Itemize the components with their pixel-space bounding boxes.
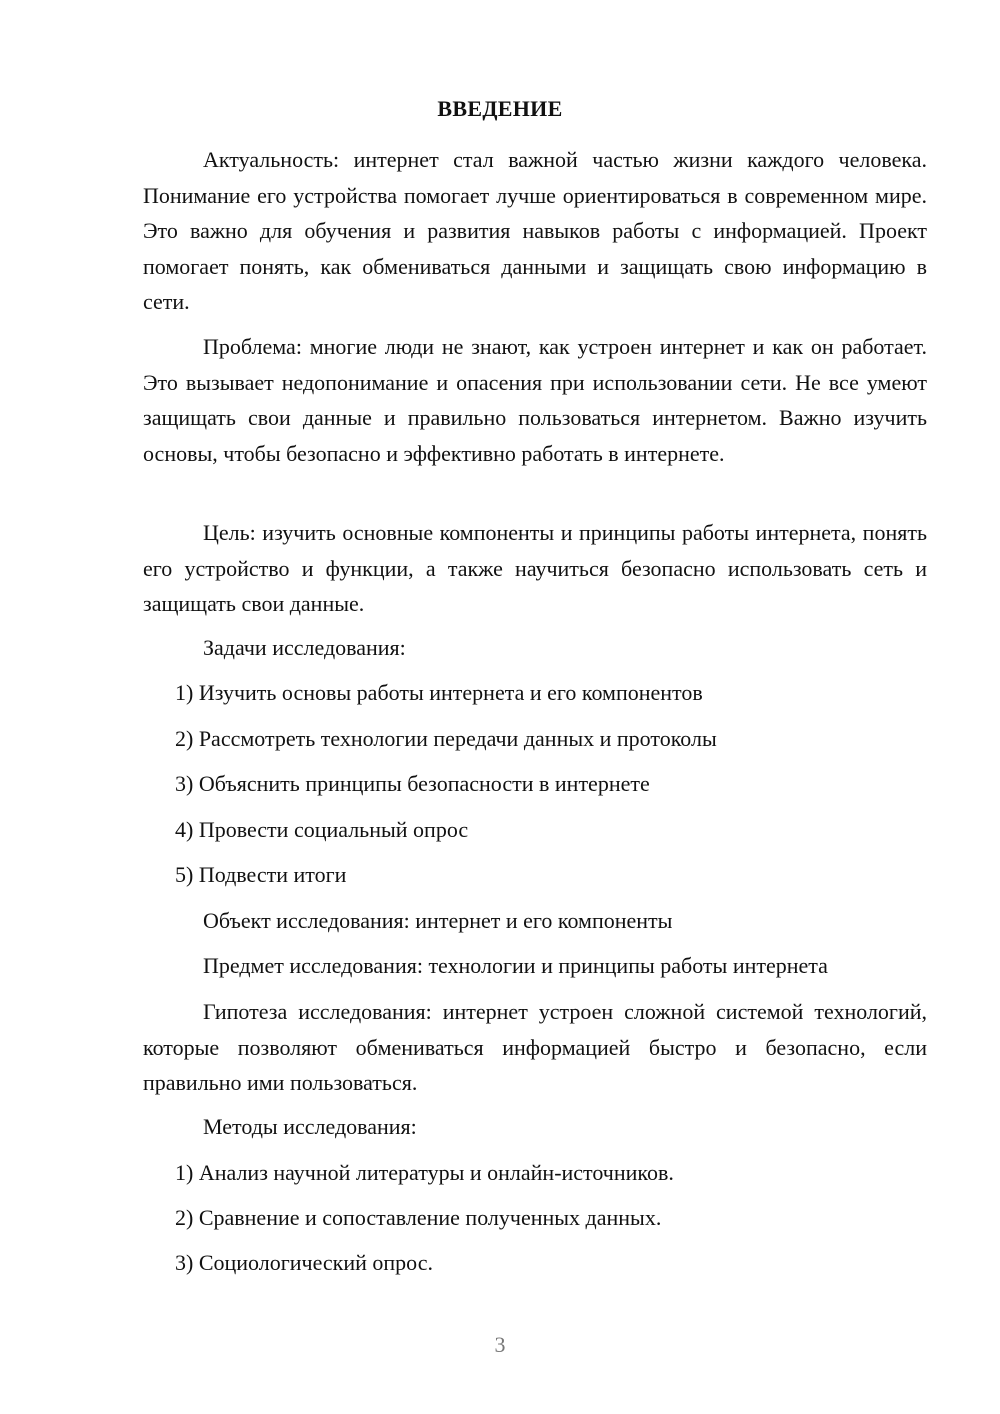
task-item: 2) Рассмотреть технологии передачи данных и протоколы (175, 726, 717, 751)
task-item: 5) Подвести итоги (175, 862, 347, 887)
relevance-paragraph: Актуальность: интернет стал важной частью жизни каждого человека. Понимание его устройства помогает лучше ориентироваться в современном мире. Это важно для обучения и развития навыков работы с информацией. Проект помогает понять, как обмениваться данными и защищать свою информацию в сети. (143, 147, 927, 314)
method-item: 3) Социологический опрос. (175, 1250, 433, 1275)
method-item: 1) Анализ научной литературы и онлайн-источников. (175, 1160, 674, 1185)
methods-heading: Методы исследования: (203, 1114, 417, 1139)
tasks-heading: Задачи исследования: (203, 635, 406, 660)
task-item: 4) Провести социальный опрос (175, 817, 469, 842)
hypothesis-paragraph: Гипотеза исследования: интернет устроен сложной системой технологий, которые позволяют обмениваться информацией быстро и безопасно, если правильно ими пользоваться. (143, 999, 927, 1095)
method-item: 2) Сравнение и сопоставление полученных данных. (175, 1205, 662, 1230)
page-title: ВВЕДЕНИЕ (437, 96, 563, 121)
object-line: Объект исследования: интернет и его компоненты (203, 908, 673, 933)
goal-paragraph: Цель: изучить основные компоненты и принципы работы интернета, понять его устройство и функции, а также научиться безопасно использовать сеть и защищать свои данные. (143, 520, 927, 616)
task-item: 1) Изучить основы работы интернета и его компонентов (175, 680, 703, 705)
subject-line: Предмет исследования: технологии и принципы работы интернета (203, 953, 828, 978)
task-item: 3) Объяснить принципы безопасности в интернете (175, 771, 650, 796)
problem-paragraph: Проблема: многие люди не знают, как устроен интернет и как он работает. Это вызывает недопонимание и опасения при использовании сети. Не все умеют защищать свои данные и правильно пользоваться интернетом. Важно изучить основы, чтобы безопасно и эффективно работать в интернете. (143, 334, 927, 466)
page-number: 3 (494, 1332, 506, 1357)
